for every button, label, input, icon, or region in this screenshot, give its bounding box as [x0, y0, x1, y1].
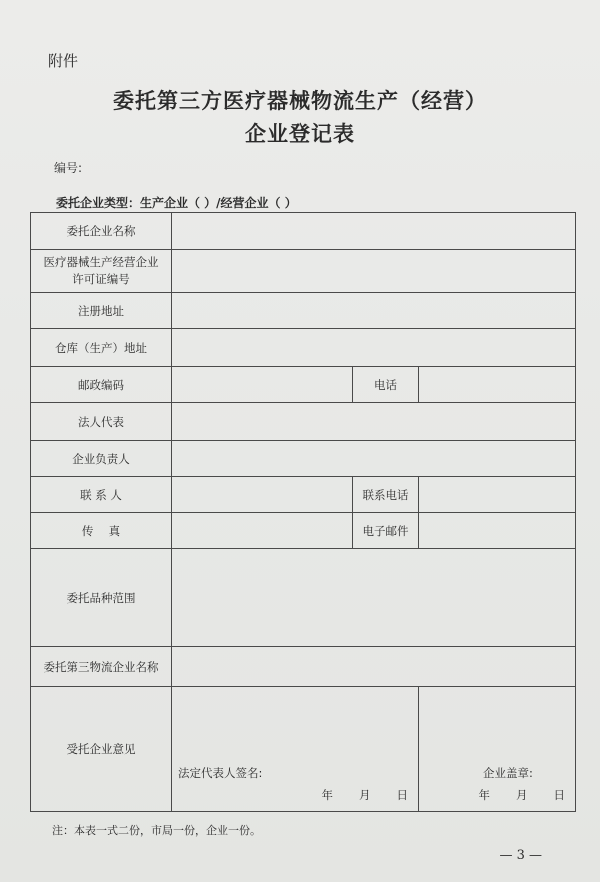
table-row — [31, 513, 576, 549]
page-number: — 3 — — [499, 848, 542, 863]
license-no-label-line1: 医疗器械生产经营企业 — [43, 255, 159, 269]
reg-address-label: 注册地址 — [31, 293, 172, 329]
fax-field[interactable] — [172, 513, 353, 549]
phone-label: 电话 — [353, 367, 419, 403]
table-row — [31, 441, 576, 477]
table-row — [31, 549, 576, 647]
contact-label: 联 系 人 — [31, 477, 172, 513]
table-row — [31, 403, 576, 441]
license-no-label — [31, 250, 172, 293]
date-year: 年 — [478, 788, 490, 802]
company-seal-label: 企业盖章: — [483, 766, 533, 780]
table-row — [31, 213, 576, 250]
date-year: 年 — [321, 788, 333, 802]
logistics-name-field[interactable] — [172, 647, 576, 687]
table-row — [31, 329, 576, 367]
scope-field[interactable] — [172, 549, 576, 647]
client-type-line: 委托企业类型：生产企业（ ）/经营企业（ ） — [56, 196, 297, 210]
date-day: 日 — [553, 788, 565, 802]
footer-note: 注：本表一式二份，市局一份，企业一份。 — [52, 824, 261, 837]
table-row — [31, 367, 576, 403]
table-row — [31, 687, 576, 812]
company-seal-area[interactable] — [419, 687, 576, 812]
legal-sign-date — [296, 787, 409, 803]
legal-sign-label: 法定代表人签名: — [178, 766, 263, 780]
person-in-charge-field[interactable] — [172, 441, 576, 477]
date-month: 月 — [359, 788, 371, 802]
table-row — [31, 250, 576, 293]
contact-phone-label: 联系电话 — [353, 477, 419, 513]
scope-label: 委托品种范围 — [31, 549, 172, 647]
legal-sign-area[interactable] — [172, 687, 419, 812]
seal-date — [453, 787, 566, 803]
client-name-label: 委托企业名称 — [31, 213, 172, 250]
form-title-line1: 委托第三方医疗器械物流生产（经营） — [113, 88, 487, 113]
warehouse-address-label: 仓库（生产）地址 — [31, 329, 172, 367]
email-label: 电子邮件 — [353, 513, 419, 549]
reg-address-field[interactable] — [172, 293, 576, 329]
contact-field[interactable] — [172, 477, 353, 513]
license-no-field[interactable] — [172, 250, 576, 293]
person-in-charge-label: 企业负责人 — [31, 441, 172, 477]
date-month: 月 — [516, 788, 528, 802]
registration-form-table — [30, 212, 576, 812]
client-name-field[interactable] — [172, 213, 576, 250]
postcode-label: 邮政编码 — [31, 367, 172, 403]
table-row — [31, 647, 576, 687]
postcode-field[interactable] — [172, 367, 353, 403]
date-day: 日 — [396, 788, 408, 802]
table-row — [31, 477, 576, 513]
number-label: 编号: — [54, 161, 83, 175]
opinion-label: 受托企业意见 — [31, 687, 172, 812]
fax-label: 传 真 — [31, 513, 172, 549]
legal-rep-field[interactable] — [172, 403, 576, 441]
table-row — [31, 293, 576, 329]
form-title-line2: 企业登记表 — [245, 121, 355, 146]
email-field[interactable] — [419, 513, 576, 549]
legal-rep-label: 法人代表 — [31, 403, 172, 441]
contact-phone-field[interactable] — [419, 477, 576, 513]
license-no-label-line2: 许可证编号 — [72, 272, 130, 286]
logistics-name-label: 委托第三物流企业名称 — [31, 647, 172, 687]
phone-field[interactable] — [419, 367, 576, 403]
attachment-label: 附件 — [48, 52, 79, 70]
warehouse-address-field[interactable] — [172, 329, 576, 367]
